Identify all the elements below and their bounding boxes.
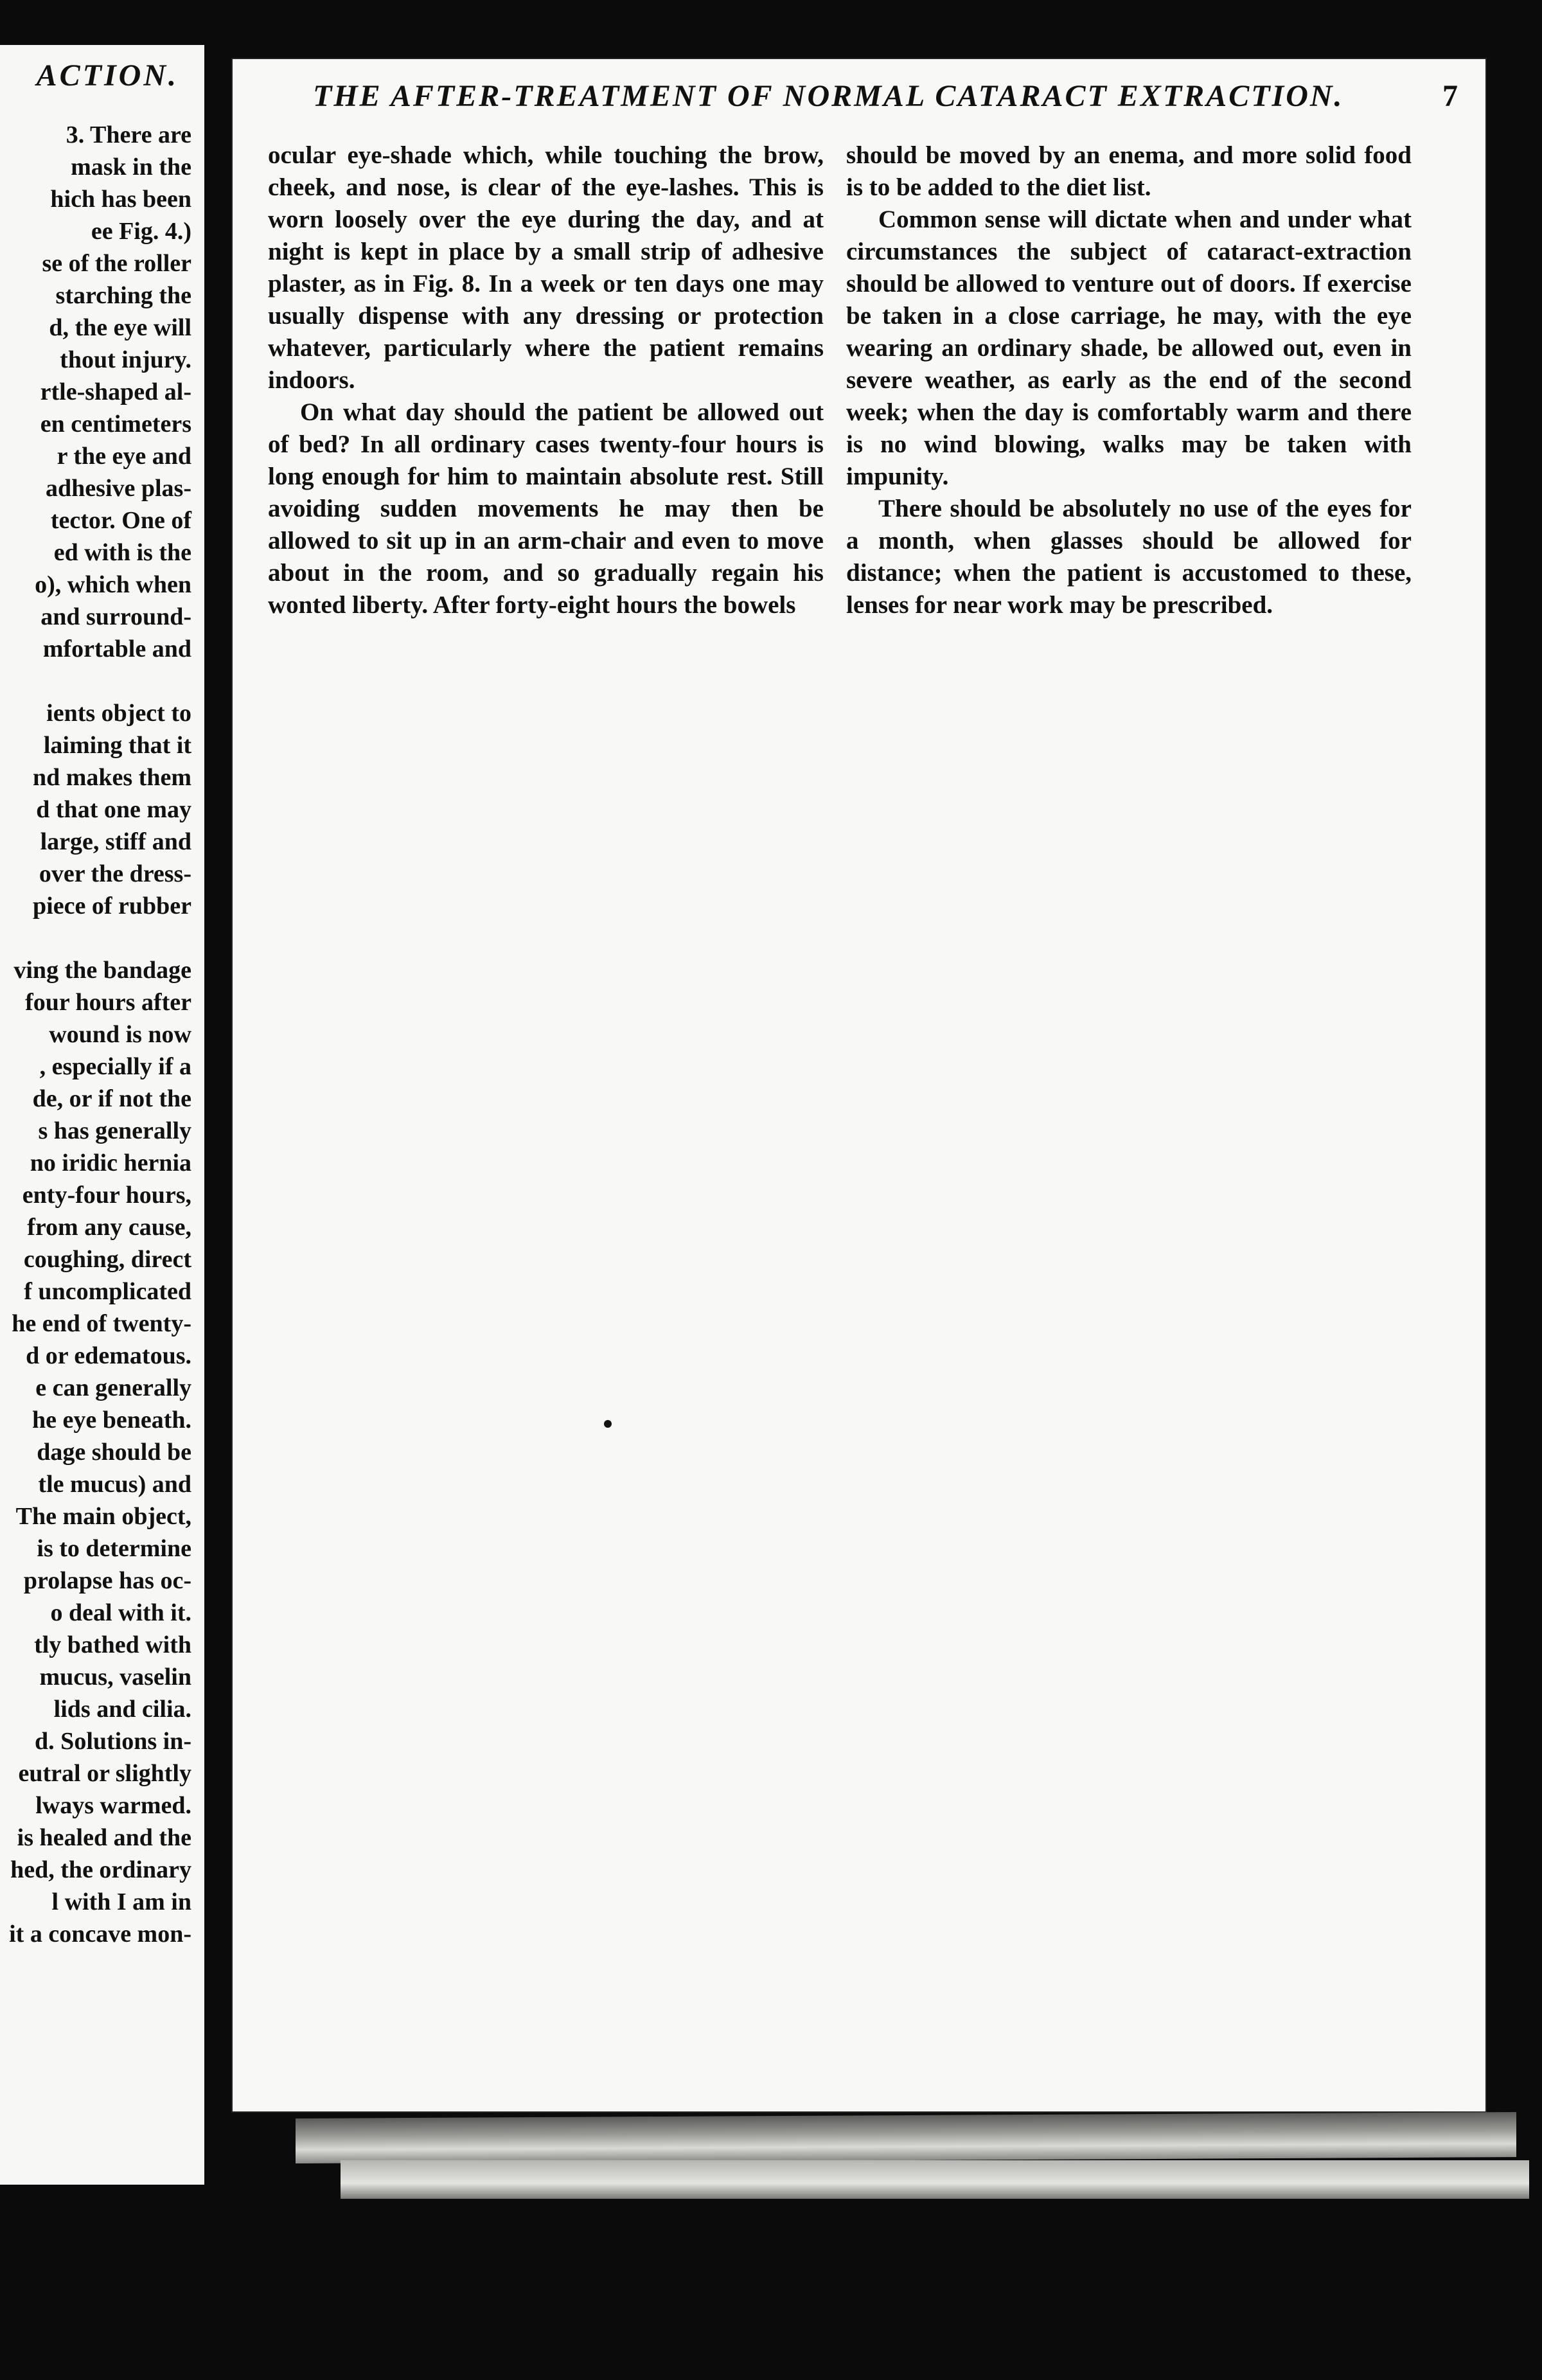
- paragraph: On what day should the patient be allowed out of bed? In all ordinary cases twenty-four hours is long enough for him to maintain absolute rest. Still avoiding sudden movements he may then be allowed to sit up in an arm-chair and even to move about in the room, and so gradually regain his wonted liberty. After forty-eight hours the bowels: [268, 398, 824, 619]
- left-page-line: lids and cilia.: [53, 1696, 191, 1723]
- left-page-line: ients object to: [46, 700, 191, 727]
- left-page-line: from any cause,: [27, 1214, 191, 1241]
- text-column-right: [846, 139, 1412, 621]
- left-page-line: , especially if a: [39, 1053, 191, 1080]
- left-page-line: d or edematous.: [26, 1342, 191, 1369]
- left-page-line: 3. There are: [66, 121, 191, 148]
- paragraph: Common sense will dictate when and under what circumstances the subject of cataract-extraction should be allowed to venture out of doors. If exercise be taken in a close carriage, he may, with the eye wearing an ordinary shade, be allowed out, even in severe weather, as early as the end of the second week; when the day is comfortably warm and there is no wind blowing, walks may be taken with impunity.: [846, 206, 1412, 490]
- paragraph: should be moved by an enema, and more solid food is to be added to the diet list.: [846, 141, 1412, 201]
- left-page-line: wound is now: [49, 1021, 191, 1048]
- left-page-line: [9, 922, 191, 954]
- left-page-line: no iridic hernia: [30, 1150, 191, 1177]
- left-page-line: o), which when: [35, 571, 191, 598]
- left-page-line: The main object,: [15, 1503, 191, 1530]
- left-page-line: hed, the ordinary: [10, 1856, 191, 1883]
- paragraph: There should be absolutely no use of the eyes for a month, when glasses should be allowed for distance; when the patient is accustomed to these, lenses for near work may be prescribed.: [846, 495, 1412, 619]
- left-page-line: tle mucus) and: [38, 1471, 191, 1498]
- left-page-line: large, stiff and: [40, 828, 191, 855]
- left-page-line: r the eye and: [57, 443, 191, 470]
- left-page-line: he end of twenty-: [12, 1310, 191, 1337]
- page-title: THE AFTER-TREATMENT OF NORMAL CATARACT EXTRACTION.: [313, 79, 1344, 113]
- left-page-line: mask in the: [71, 154, 191, 181]
- stray-mark: [604, 1420, 612, 1428]
- left-page-line: eutral or slightly: [18, 1760, 191, 1787]
- left-page-line: starching the: [55, 282, 191, 309]
- left-page-line: f uncomplicated: [24, 1278, 191, 1305]
- left-page-line: tly bathed with: [34, 1631, 191, 1658]
- left-page-line: o deal with it.: [50, 1599, 191, 1626]
- left-page-line: d, the eye will: [49, 314, 191, 341]
- left-page-line: over the dress-: [39, 860, 191, 887]
- left-page-line: piece of rubber: [33, 892, 191, 919]
- left-page-line: de, or if not the: [32, 1085, 191, 1112]
- book-page: [233, 59, 1485, 2111]
- left-page-line: d. Solutions in-: [35, 1728, 191, 1755]
- left-page-line: ed with is the: [53, 539, 191, 566]
- page-stack-edge: [296, 2112, 1516, 2163]
- page-number: 7: [1442, 79, 1460, 113]
- left-page-line: he eye beneath.: [31, 1407, 191, 1434]
- left-page-line: adhesive plas-: [46, 475, 191, 502]
- left-page-line: l with I am in: [51, 1888, 191, 1915]
- left-page-line: is to determine: [37, 1535, 191, 1562]
- left-running-head: ACTION.: [36, 58, 179, 93]
- left-page-line: e can generally: [35, 1374, 191, 1401]
- left-page-line: nd makes them: [32, 764, 191, 791]
- left-page-line: four hours after: [25, 989, 191, 1016]
- left-page-line: coughing, direct: [23, 1246, 191, 1273]
- paragraph: ocular eye-shade which, while touching the brow, cheek, and nose, is clear of the eye-lashes. This is worn loosely over the eye during the day, and at night is kept in place by a small strip of adhesive plaster, as in Fig. 8. In a week or ten days one may usually dispense with any dressing or protection whatever, particularly where the patient remains indoors.: [268, 141, 824, 394]
- left-page-line: thout injury.: [60, 346, 191, 373]
- left-page-line: [9, 665, 191, 697]
- left-page-line: ee Fig. 4.): [91, 218, 191, 245]
- left-page-line: se of the roller: [42, 250, 191, 277]
- left-page-line: is healed and the: [17, 1824, 191, 1851]
- left-page-line: ving the bandage: [13, 957, 191, 984]
- left-page-line: tector. One of: [50, 507, 191, 534]
- left-page-line: prolapse has oc-: [23, 1567, 191, 1594]
- page-stack-edge-lower: [341, 2160, 1529, 2199]
- left-page-line: d that one may: [36, 796, 191, 823]
- left-page-line: hich has been: [50, 186, 191, 213]
- left-page-line: lways warmed.: [35, 1792, 191, 1819]
- left-page-line: en centimeters: [40, 411, 191, 438]
- left-page-line: rtle-shaped al-: [40, 378, 191, 405]
- page-header: [313, 78, 1460, 114]
- left-page-line: mfortable and: [42, 635, 191, 662]
- left-page-fragment: [0, 45, 204, 2185]
- left-page-line: and surround-: [40, 603, 191, 630]
- left-page-line: dage should be: [37, 1439, 191, 1466]
- left-page-line: it a concave mon-: [9, 1921, 191, 1948]
- text-column-left: [268, 139, 824, 621]
- left-page-line: s has generally: [38, 1117, 191, 1144]
- left-page-line: mucus, vaselin: [39, 1664, 191, 1691]
- left-page-lines: [9, 119, 191, 1950]
- left-page-line: enty-four hours,: [22, 1182, 191, 1209]
- left-page-line: laiming that it: [43, 732, 191, 759]
